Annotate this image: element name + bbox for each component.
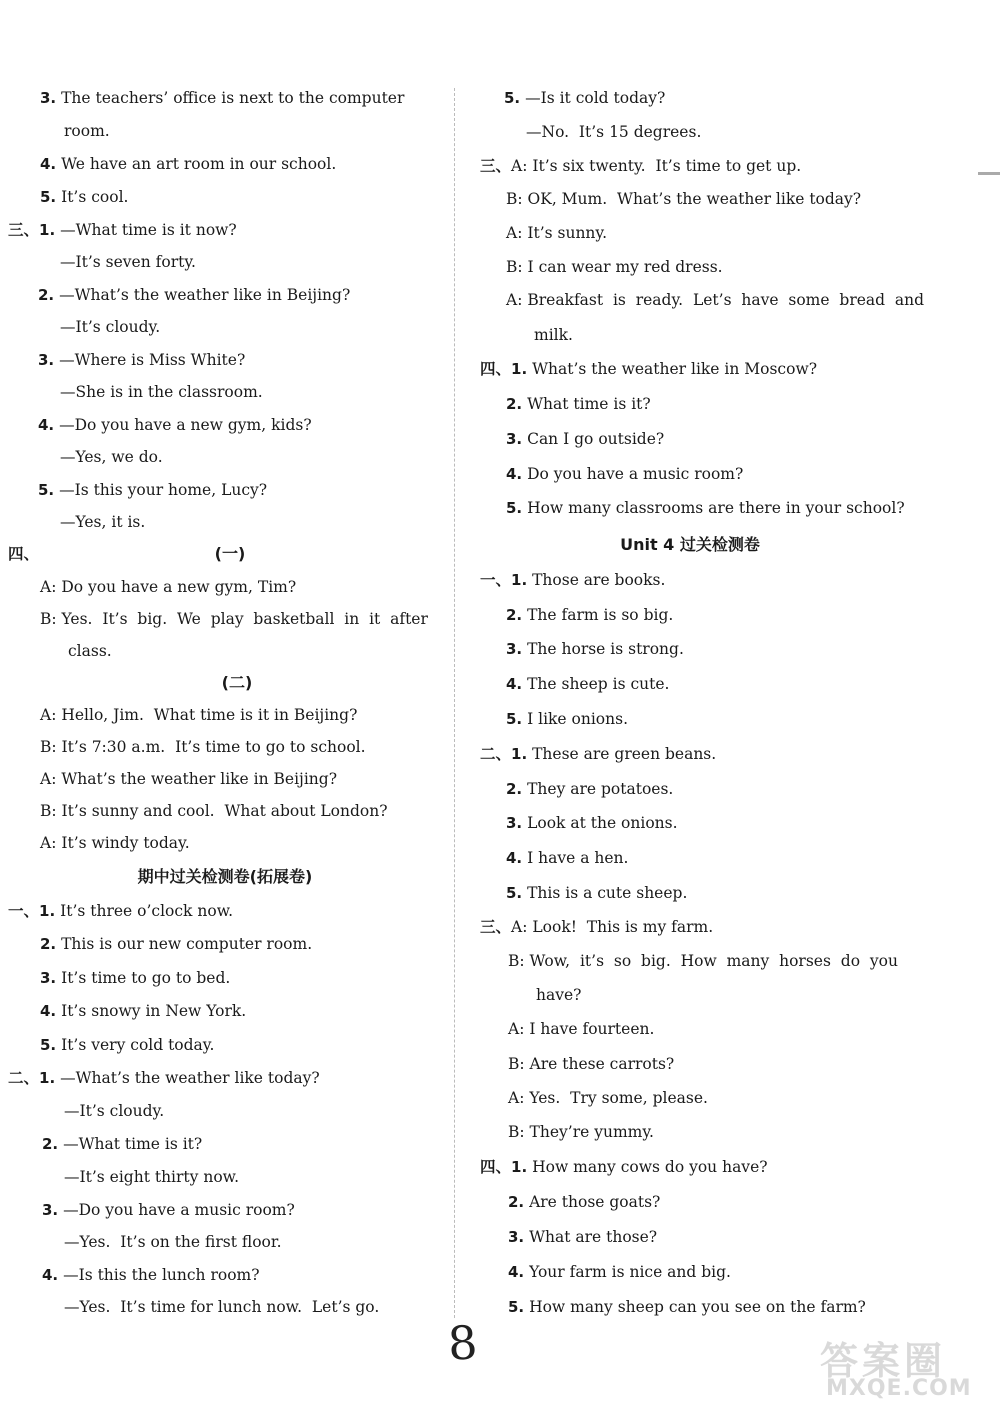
answer-text: A: What’s the weather like in Beijing? [40,770,338,788]
answer-text: have? [536,986,582,1004]
answer-text: —No. It’s 15 degrees. [526,123,702,141]
answer-text: It’s snowy in New York. [61,1002,247,1020]
answer-line [40,88,404,108]
item-number: 5. [40,188,57,206]
answer-line [506,813,678,833]
item-number: 5. [506,884,523,902]
answer-line [480,917,713,937]
item-number: 3. [506,430,523,448]
answer-line [506,674,669,694]
answer-text: I like onions. [527,710,629,728]
answer-text: —Yes. It’s on the first floor. [64,1233,282,1251]
answer-text: Are those goats? [529,1193,661,1211]
item-number: 3. [40,969,57,987]
answer-line [508,951,898,971]
answer-line [8,901,233,921]
answer-text: A: Look! This is my farm. [511,918,714,936]
answer-line [60,512,145,532]
answer-line [506,498,905,518]
answer-line [64,1167,239,1187]
answer-line [508,1122,654,1142]
answer-text: —What’s the weather like in Beijing? [59,286,351,304]
answer-line [40,769,337,789]
item-number: 4. [506,849,523,867]
answer-line [40,1001,246,1021]
answer-text: I have a hen. [527,849,629,867]
item-number: 2. [506,606,523,624]
item-number: 1. [39,902,56,920]
answer-line [506,464,743,484]
answer-line [60,447,163,467]
item-number: 1. [511,360,528,378]
answer-text: milk. [534,326,573,344]
answer-text: room. [64,122,110,140]
answer-line [40,609,428,629]
answer-line [506,394,651,414]
answer-text: The farm is so big. [527,606,674,624]
answer-text: —Yes, it is. [60,513,146,531]
answer-text: A: Breakfast is ready. Let’s have some bread and [506,291,925,309]
item-number: 2. [42,1135,59,1153]
section-marker: 三、 [480,156,512,175]
item-number: 5. [40,1036,57,1054]
answer-line [64,1297,379,1317]
answer-line [504,88,665,108]
item-number: 2. [506,780,523,798]
answer-line [506,223,607,243]
answer-line [508,1054,674,1074]
edge-mark [978,172,1000,175]
answer-text: —She is in the classroom. [60,383,263,401]
answer-text: —It’s cloudy. [64,1102,165,1120]
column-divider [454,88,455,1318]
answer-text: What are those? [529,1228,658,1246]
answer-line [60,252,196,272]
section-marker: 四、 [480,359,512,378]
item-number: 5. [504,89,521,107]
item-number: 5. [38,481,55,499]
answer-text: This is our new computer room. [61,935,313,953]
answer-line [480,570,665,590]
section-heading: (二) [221,673,253,692]
section-heading: (一) [214,544,246,563]
answer-text: It’s time to go to bed. [61,969,231,987]
answer-line [40,1035,214,1055]
answer-line [40,968,230,988]
item-number: 1. [511,745,528,763]
watermark-text-en: MXQE.COM [826,1376,972,1401]
handwritten-page-mark: 8 [446,1315,480,1371]
answer-text: —Is this your home, Lucy? [59,481,268,499]
answer-text: How many sheep can you see on the farm? [529,1298,866,1316]
answer-text: A: I have fourteen. [508,1020,655,1038]
answer-text: Can I go outside? [527,430,665,448]
answer-text: It’s three o’clock now. [60,902,234,920]
answer-line [480,1157,768,1177]
answer-text: We have an art room in our school. [61,155,337,173]
item-number: 3. [506,814,523,832]
answer-text: What time is it? [527,395,651,413]
answer-text: The teachers’ office is next to the computer [61,89,405,107]
answer-text: B: They’re yummy. [508,1123,654,1141]
answer-line [508,1192,660,1212]
answer-text: The sheep is cute. [527,675,670,693]
answer-text: A: Hello, Jim. What time is it in Beijing? [40,706,358,724]
item-number: 4. [40,155,57,173]
item-number: 1. [511,1158,528,1176]
answer-line [40,934,312,954]
answer-line [40,833,190,853]
answer-line [534,325,573,345]
answer-text: —What time is it now? [60,221,237,239]
answer-line [40,705,357,725]
section-marker: 三、 [480,917,512,936]
answer-line [38,285,350,305]
answer-text: A: Yes. Try some, please. [508,1089,708,1107]
answer-text: This is a cute sheep. [527,884,688,902]
answer-line [68,641,112,661]
answer-text: —Where is Miss White? [59,351,246,369]
answer-line [64,121,110,141]
item-number: 2. [38,286,55,304]
item-number: 3. [38,351,55,369]
answer-line [536,985,581,1005]
item-number: 2. [40,935,57,953]
section-marker: 四、 [8,544,40,563]
item-number: 1. [39,221,56,239]
item-number: 5. [506,499,523,517]
item-number: 3. [40,89,57,107]
answer-line [8,220,237,240]
answer-line [40,737,366,757]
answer-line [506,639,684,659]
section-marker: 一、 [480,570,512,589]
section-heading: Unit 4 过关检测卷 [620,535,760,554]
answer-line [506,709,628,729]
answer-line [42,1265,260,1285]
answer-line [506,290,924,310]
answer-text: How many cows do you have? [532,1158,768,1176]
answer-line [506,848,628,868]
answer-text: B: Wow, it’s so big. How many horses do you [508,952,898,970]
answer-text: Those are books. [532,571,666,589]
answer-line [506,257,723,277]
answer-text: B: Are these carrots? [508,1055,675,1073]
answer-line [38,415,312,435]
answer-text: The horse is strong. [527,640,684,658]
item-number: 2. [506,395,523,413]
watermark-logo [820,1330,995,1405]
answer-text: B: Yes. It’s big. We play basketball in it after [40,610,428,628]
answer-text: —What time is it? [63,1135,203,1153]
answer-line [40,187,128,207]
answer-text: B: It’s 7:30 a.m. It’s time to go to school. [40,738,366,756]
answer-text: —Yes, we do. [60,448,163,466]
answer-text: These are green beans. [532,745,717,763]
item-number: 3. [42,1201,59,1219]
answer-line [42,1200,295,1220]
answer-line [506,883,687,903]
answer-line [508,1227,657,1247]
answer-text: —Yes. It’s time for lunch now. Let’s go. [64,1298,380,1316]
item-number: 1. [511,571,528,589]
watermark-text-cn: 答案圈 [820,1339,947,1383]
answer-line [40,801,388,821]
answer-text: A: Do you have a new gym, Tim? [40,578,297,596]
answer-text: They are potatoes. [527,780,674,798]
item-number: 4. [508,1263,525,1281]
item-number: 1. [39,1069,56,1087]
answer-line [38,350,245,370]
item-number: 2. [508,1193,525,1211]
answer-text: It’s cool. [61,188,129,206]
item-number: 4. [506,465,523,483]
answer-text: —It’s eight thirty now. [64,1168,240,1186]
answer-line [508,1088,708,1108]
answer-line [506,605,673,625]
answer-text: It’s very cold today. [61,1036,215,1054]
item-number: 4. [42,1266,59,1284]
answer-text: Your farm is nice and big. [529,1263,731,1281]
answer-line [38,480,267,500]
answer-line [64,1101,164,1121]
section-marker: 二、 [8,1068,40,1087]
section-marker: 四、 [480,1157,512,1176]
answer-line [480,359,817,379]
item-number: 5. [508,1298,525,1316]
answer-text: —It’s seven forty. [60,253,196,271]
section-marker: 二、 [480,744,512,763]
answer-line [42,1134,202,1154]
section-marker: 一、 [8,901,40,920]
section-marker: 三、 [8,220,40,239]
answer-line [480,156,801,176]
answer-line [60,382,263,402]
answer-line [8,544,39,564]
answer-text: —It’s cloudy. [60,318,161,336]
section-heading: 期中过关检测卷(拓展卷) [137,867,313,886]
item-number: 3. [508,1228,525,1246]
answer-text: B: I can wear my red dress. [506,258,723,276]
answer-text: —Do you have a new gym, kids? [59,416,312,434]
answer-line [506,429,664,449]
answer-text: Look at the onions. [527,814,678,832]
answer-text: B: OK, Mum. What’s the weather like today? [506,190,862,208]
item-number: 3. [506,640,523,658]
answer-line [508,1019,654,1039]
answer-text: B: It’s sunny and cool. What about London? [40,802,388,820]
answer-text: —Is this the lunch room? [63,1266,260,1284]
answer-line [40,154,336,174]
answer-text: class. [68,642,112,660]
answer-text: What’s the weather like in Moscow? [532,360,818,378]
answer-line [40,577,296,597]
item-number: 4. [38,416,55,434]
item-number: 4. [40,1002,57,1020]
answer-line [60,317,160,337]
answer-line [508,1262,731,1282]
answer-line [508,1297,866,1317]
answer-line [480,744,716,764]
answer-text: How many classrooms are there in your school? [527,499,905,517]
answer-text: Do you have a music room? [527,465,744,483]
item-number: 5. [506,710,523,728]
answer-line [506,779,673,799]
answer-text: A: It’s windy today. [40,834,190,852]
item-number: 4. [506,675,523,693]
answer-line [8,1068,320,1088]
answer-line [526,122,701,142]
answer-text: —What’s the weather like today? [60,1069,320,1087]
answer-text: A: It’s sunny. [506,224,608,242]
answer-text: A: It’s six twenty. It’s time to get up. [511,157,802,175]
answer-line [506,189,861,209]
answer-text: —Is it cold today? [525,89,666,107]
answer-line [64,1232,282,1252]
answer-text: —Do you have a music room? [63,1201,295,1219]
